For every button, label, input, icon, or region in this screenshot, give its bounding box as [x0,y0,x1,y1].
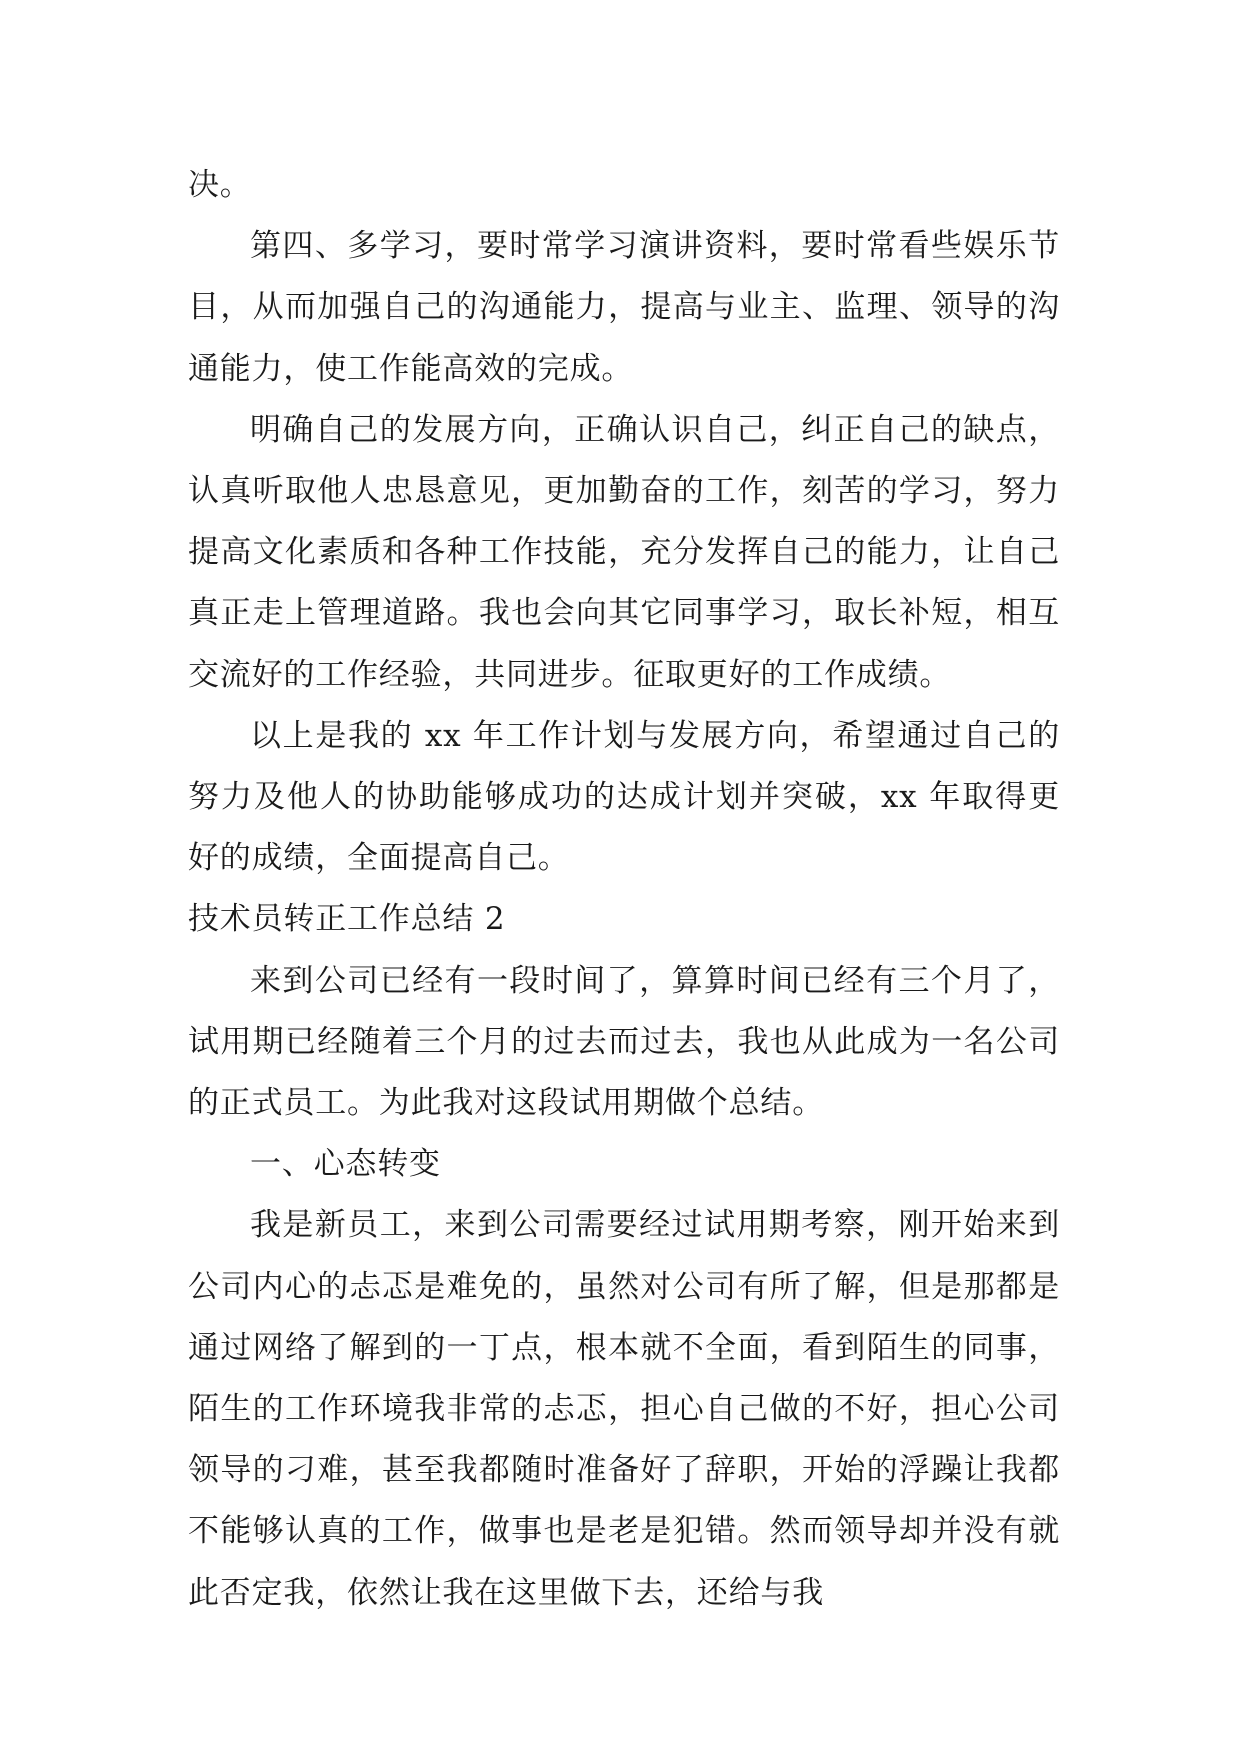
paragraph-study-more: 第四、多学习，要时常学习演讲资料，要时常看些娱乐节目，从而加强自己的沟通能力，提高与业主、监理、领导的沟通能力，使工作能高效的完成。 [188,228,1060,387]
paragraph-plan-summary: 以上是我的 xx 年工作计划与发展方向，希望通过自己的努力及他人的协助能够成功的达成计划并突破，xx 年取得更好的成绩，全面提高自己。 [188,717,1060,877]
document-body [188,155,1060,1624]
paragraph-mindset: 我是新员工，来到公司需要经过试用期考察，刚开始来到公司内心的忐忑是难免的，虽然对公司有所了解，但是那都是通过网络了解到的一丁点，根本就不全面，看到陌生的同事，陌生的工作环境我非常的忐忑，担心自己做的不好，担心公司领导的刁难，甚至我都随时准备好了辞职，开始的浮躁让我都不能够认真的工作，做事也是老是犯错。然而领导却并没有就此否定我，依然让我在这里做下去，还给与我 [188,1207,1060,1611]
paragraph-intro: 来到公司已经有一段时间了，算算时间已经有三个月了，试用期已经随着三个月的过去而过去，我也从此成为一名公司的正式员工。为此我对这段试用期做个总结。 [188,962,1060,1122]
paragraph-development-direction: 明确自己的发展方向，正确认识自己，纠正自己的缺点，认真听取他人忠恳意见，更加勤奋的工作，刻苦的学习，努力提高文化素质和各种工作技能，充分发挥自己的能力，让自己真正走上管理道路。我也会向其它同事学习，取长补短，相互交流好的工作经验，共同进步。征取更好的工作成绩。 [188,411,1060,693]
subsection-heading: 一、心态转变 [250,1146,441,1183]
section-title: 技术员转正工作总结 2 [188,901,506,938]
paragraph-continuation: 决。 [188,167,252,203]
